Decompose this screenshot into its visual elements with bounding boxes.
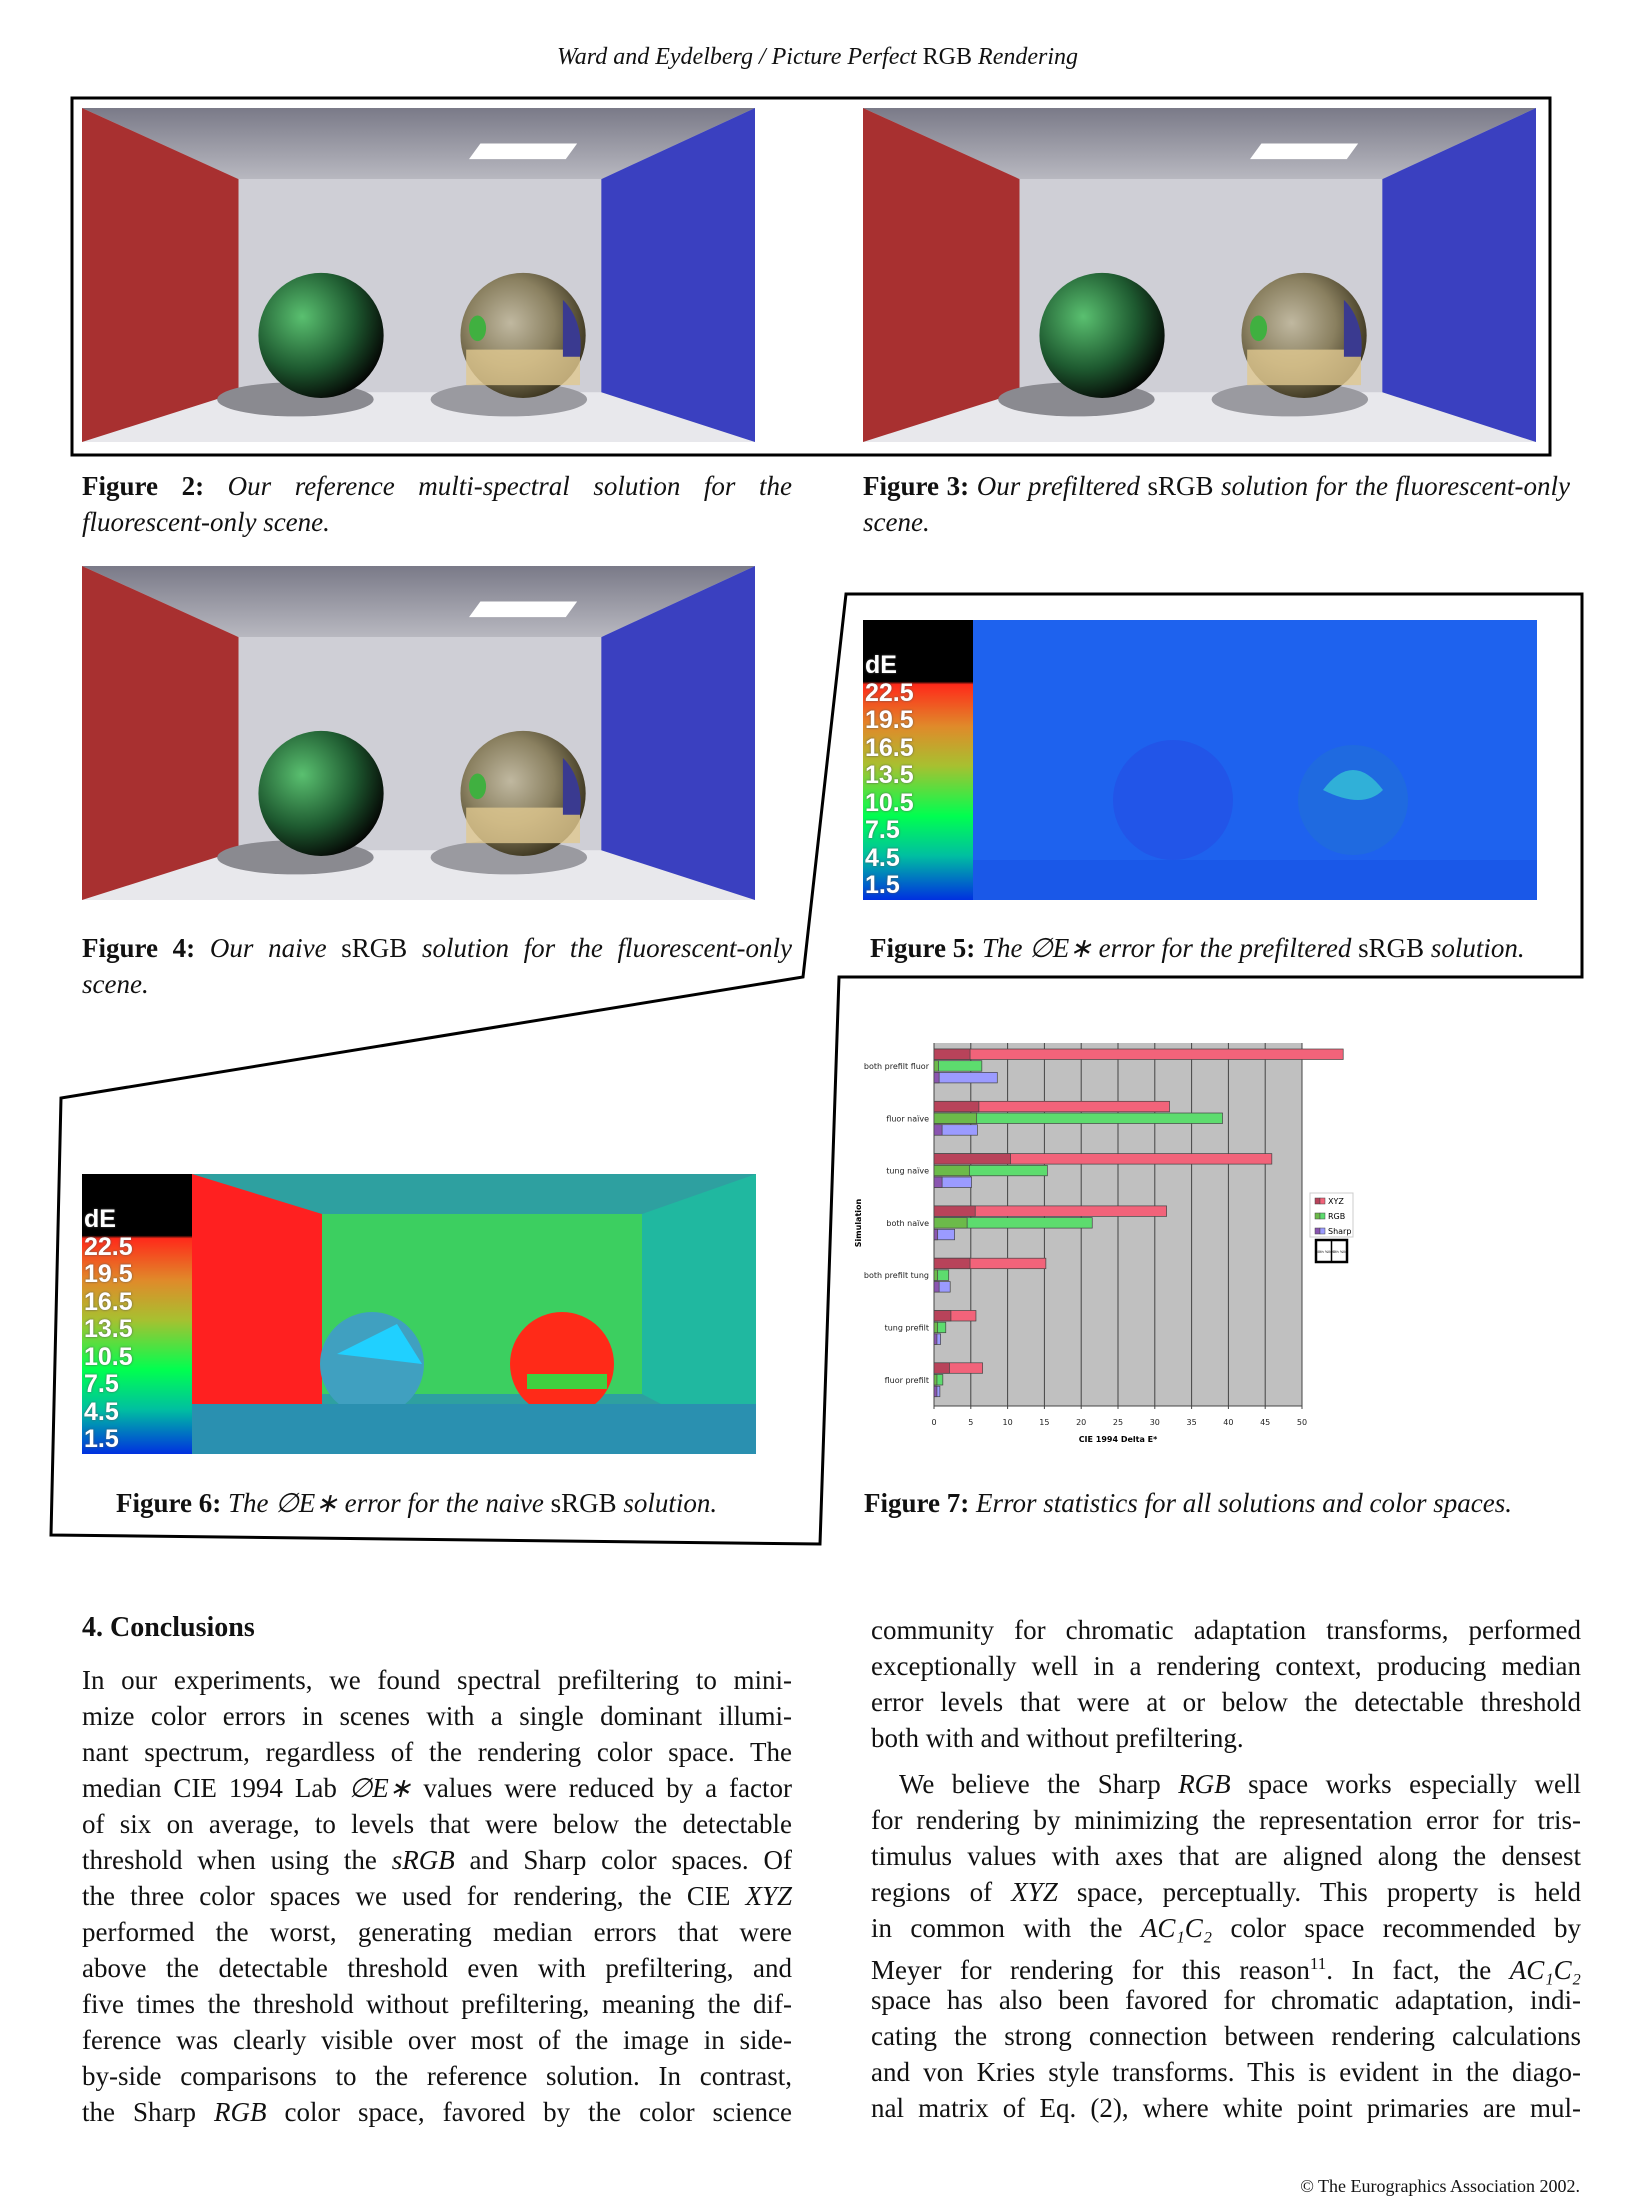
caption-text: solution for the fluorescent-only scene. [863,471,1571,537]
text-segment: nant spectrum, regardless of the rendering color space. The [82,1737,792,1767]
bar-50th-rgb [934,1165,969,1176]
text-line [82,1734,792,1770]
right-column-paragraph-1 [871,1612,1581,1756]
de-color-legend [82,1174,192,1454]
text-line [82,2022,792,2058]
figure-3-image [863,108,1536,442]
legend-label: RGB [1328,1212,1346,1221]
text-line [82,1698,792,1734]
text-segment: five times the threshold without prefiltering, meaning the dif- [82,1989,792,2019]
text-segment: the three color spaces we used for rendering, the CIE [82,1881,746,1911]
legend-value: 16.5 [865,733,914,762]
legend-title: dE [865,651,897,679]
x-tick-label: 15 [1039,1418,1050,1427]
text-line [871,1648,1581,1684]
text-line [871,1802,1581,1838]
figure-2-image [82,108,755,442]
text-segment: space works especially well [1230,1769,1581,1799]
legend-value: 4.5 [865,843,900,872]
caption-text: solution. [1424,933,1525,963]
category-label: both naïve [886,1218,929,1228]
percentile-key-label: 98th %ile [1330,1250,1348,1254]
text-segment: mize color errors in scenes with a single dominant illumi- [82,1701,792,1731]
bar-50th-sharp [934,1386,937,1397]
x-tick-label: 25 [1112,1418,1124,1427]
text-line [82,1878,792,1914]
text-line [82,1770,792,1806]
bar-50th-sharp [934,1072,939,1083]
legend-value: 1.5 [84,1425,119,1453]
text-line [871,1612,1581,1648]
footer-copyright [1300,2176,1580,2197]
bar-50th-sharp [934,1334,937,1345]
text-segment: ference was clearly visible over most of the image in side- [82,2025,792,2055]
legend-value: 4.5 [84,1397,119,1426]
caption-text: sRGB [341,933,408,963]
bar-50th-xyz [934,1049,970,1060]
caption-text: sRGB [1358,933,1425,963]
bar-50th-xyz [934,1311,951,1322]
x-tick-label: 0 [931,1418,937,1427]
caption-text: Our naive [195,933,342,963]
y-axis-title: Simulation [854,1198,863,1248]
text-segment: cating the strong connection between rendering calculations [871,2021,1581,2051]
caption-text: Our reference multi-spectral solution for the fluorescent-only scene. [82,471,792,537]
legend-swatch-50th [1315,1213,1320,1219]
caption-text: Error statistics for all solutions and color spaces. [969,1488,1513,1518]
bar-50th-rgb [934,1061,938,1072]
bar-50th-rgb [934,1322,938,1333]
bar-50th-rgb [934,1218,967,1229]
running-header [0,44,1635,71]
bar-50th-sharp [934,1229,938,1240]
bar-98th-rgb [934,1113,1223,1124]
text-segment: color space, favored by the color science [266,2097,792,2127]
bar-50th-xyz [934,1258,970,1269]
caption-text: sRGB [1147,471,1214,501]
text-segment: AC₁C₂ [1509,1955,1582,1985]
category-label: both prefilt tung [863,1271,929,1281]
figure-3-caption [863,468,1570,540]
text-segment: error levels that were at or below the detectable threshold [871,1687,1581,1717]
text-segment: . In fact, the [1326,1955,1510,1985]
category-label: tung naïve [886,1166,929,1176]
text-segment: in common with the [871,1913,1141,1943]
text-line [82,1662,792,1698]
x-axis-title: CIE 1994 Delta E* [1078,1435,1158,1444]
bar-50th-sharp [934,1177,942,1188]
text-line [82,1806,792,1842]
text-segment: RGB [1178,1769,1231,1799]
text-line [871,1684,1581,1720]
text-line [871,1982,1581,2018]
text-line [82,1914,792,1950]
legend-title: dE [84,1205,116,1233]
x-tick-label: 20 [1076,1418,1087,1427]
figure-6-caption [116,1485,717,1521]
x-tick-label: 5 [968,1418,974,1427]
text-segment: ∅E∗ [348,1773,412,1803]
x-tick-label: 45 [1260,1418,1271,1427]
legend-value: 10.5 [865,788,914,817]
text-segment: exceptionally well in a rendering context, producing median [871,1651,1581,1681]
bar-50th-xyz [934,1206,975,1217]
bar-50th-xyz [934,1101,979,1112]
figure-4-caption [82,930,792,1002]
category-label: both prefilt fluor [863,1062,929,1071]
text-segment: In our experiments, we found spectral prefiltering to mini- [82,1665,792,1695]
figure-7-caption [864,1485,1512,1521]
legend-value: 16.5 [84,1287,133,1316]
bar-50th-rgb [934,1375,937,1386]
text-segment: AC₁C₂ [1140,1913,1213,1943]
legend-swatch-98th [1320,1213,1325,1219]
legend-swatch-98th [1320,1198,1325,1204]
header-authors: Ward and Eydelberg / [556,44,772,70]
header-title: Picture Perfect [771,44,923,70]
caption-text: solution. [616,1488,718,1518]
text-segment: nal matrix of Eq. (2), where white point primaries are mul- [871,2093,1581,2123]
text-line [871,1910,1581,1946]
bar-98th-rgb [934,1061,982,1072]
text-segment: space, perceptually. This property is held [1057,1877,1581,1907]
legend-label: XYZ [1328,1197,1344,1206]
figure-label: Figure 5: [870,933,976,963]
figure-label: Figure 2: [82,471,205,501]
text-segment: XYZ [745,1881,792,1911]
legend-label: Sharp [1328,1227,1352,1236]
text-line [871,1720,1581,1756]
text-segment: color space recommended by [1212,1913,1581,1943]
x-tick-label: 50 [1296,1418,1308,1427]
legend-value: 7.5 [865,816,900,844]
text-segment: threshold when using the [82,1845,392,1875]
error-statistics-chart [850,1035,1550,1455]
figure-label: Figure 7: [864,1488,970,1518]
text-segment: both with and without prefiltering. [871,1723,1244,1753]
legend-swatch-98th [1320,1228,1325,1234]
caption-text: The ∅E∗ error for the prefiltered [975,933,1359,963]
text-segment: timulus values with axes that are aligned along the densest [871,1841,1581,1871]
x-tick-label: 35 [1186,1418,1197,1427]
text-line [871,2018,1581,2054]
text-line [82,1842,792,1878]
text-segment: of six on average, to levels that were below the detectable [82,1809,792,1839]
text-line [871,1874,1581,1910]
header-title-rgb: RGB [922,44,973,70]
legend-value: 13.5 [865,761,914,789]
text-line [871,2090,1581,2126]
figure-5-caption [870,930,1570,966]
figure-label: Figure 3: [863,471,970,501]
copyright-icon: © [1300,2176,1314,2196]
legend-value: 22.5 [865,678,914,707]
x-tick-label: 10 [1002,1418,1013,1427]
bar-50th-xyz [934,1363,949,1374]
header-title-end: Rendering [972,44,1079,70]
bar-50th-sharp [934,1282,939,1293]
percentile-key-label: 50th %ile [1315,1250,1333,1254]
left-column-text [82,1662,792,2130]
legend-swatch-50th [1315,1198,1320,1204]
legend-value: 7.5 [84,1370,119,1398]
section-heading: 4. Conclusions [82,1612,255,1643]
text-segment: median CIE 1994 Lab [82,1773,349,1803]
text-segment: the Sharp [82,2097,214,2127]
category-label: fluor naïve [886,1114,929,1124]
caption-text: Our prefiltered [969,471,1148,501]
legend-value: 13.5 [84,1315,133,1343]
legend-value: 19.5 [865,706,914,734]
bar-98th-xyz [934,1049,1343,1060]
text-line [82,1986,792,2022]
legend-swatch-50th [1315,1228,1320,1234]
text-segment: values were reduced by a factor [411,1773,792,1803]
text-segment: 11 [1309,1954,1327,1973]
figure-4-image [82,566,755,900]
de-color-legend [863,620,973,900]
category-label: fluor prefilt [884,1375,929,1385]
caption-text: solution for the fluorescent-only scene. [82,933,793,999]
text-segment: We believe the Sharp [899,1769,1179,1799]
text-segment: space has also been favored for chromatic adaptation, indi- [871,1985,1581,2015]
bar-50th-rgb [934,1113,977,1124]
text-segment: sRGB [391,1845,455,1875]
text-segment: and Sharp color spaces. Of [454,1845,792,1875]
x-tick-label: 40 [1223,1418,1234,1427]
footer-text: The Eurographics Association 2002. [1313,2176,1580,2196]
text-segment: regions of [871,1877,1012,1907]
text-line [871,1838,1581,1874]
text-line [82,2058,792,2094]
text-segment: performed the worst, generating median errors that were [82,1917,792,1947]
text-line [82,2094,792,2130]
category-label: tung prefilt [884,1323,929,1333]
text-segment: and von Kries style transforms. This is evident in the diago- [871,2057,1581,2087]
figure-label: Figure 4: [82,933,196,963]
bar-98th-sharp [934,1072,997,1083]
figure-6-error-map [82,1174,756,1454]
text-segment: Meyer for rendering for this reason [871,1955,1310,1985]
text-segment: for rendering by minimizing the representation error for tris- [871,1805,1581,1835]
caption-text: sRGB [550,1488,617,1518]
legend-value: 1.5 [865,871,900,899]
figure-5-error-map [863,620,1537,900]
text-line [871,2054,1581,2090]
text-segment: by-side comparisons to the reference solution. In contrast, [82,2061,792,2091]
legend-value: 19.5 [84,1260,133,1288]
right-column-paragraph-2 [871,1766,1581,2126]
figure-label: Figure 6: [116,1488,222,1518]
legend-value: 22.5 [84,1232,133,1261]
text-line [871,1766,1581,1802]
text-segment: community for chromatic adaptation transforms, performed [871,1615,1581,1645]
x-tick-label: 30 [1149,1418,1160,1427]
text-line [82,1950,792,1986]
text-segment: XYZ [1011,1877,1058,1907]
caption-text: The ∅E∗ error for the naive [221,1488,551,1518]
bar-50th-sharp [934,1125,942,1136]
bar-50th-rgb [934,1270,938,1281]
figure-2-caption [82,468,792,540]
text-segment: RGB [213,2097,267,2127]
legend-value: 10.5 [84,1342,133,1371]
text-segment: above the detectable threshold even with prefiltering, and [82,1953,792,1983]
text-line [871,1946,1582,1985]
bar-50th-xyz [934,1154,1011,1165]
